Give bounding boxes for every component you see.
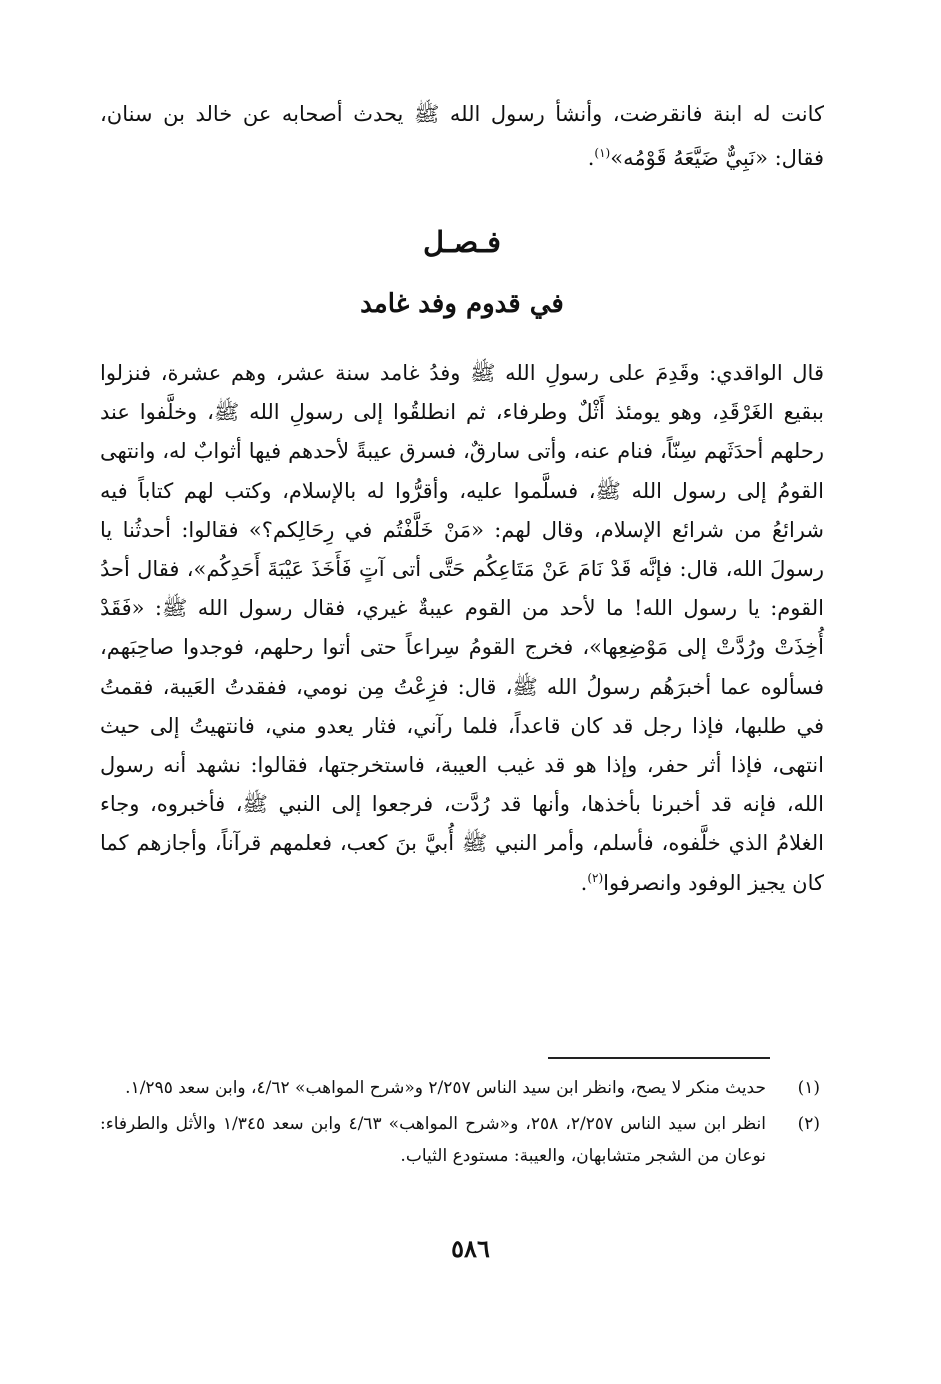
footnote-item xyxy=(100,1108,824,1172)
opening-end: . xyxy=(587,146,595,170)
body-end: . xyxy=(580,870,588,895)
footnote-text: انظر ابن سيد الناس ٢/٢٥٧، ٢٥٨، و«شرح المواهب» ٤/٦٣ وابن سعد ١/٣٤٥ والأثل والطرفاء: نوعان من الشجر متشابهان، والعيبة: مستودع الثياب. xyxy=(100,1114,766,1166)
footnote-ref-1[interactable]: (١) xyxy=(594,146,611,160)
footnote-text: حديث منكر لا يصح، وانظر ابن سيد الناس ٢/٢٥٧ و«شرح المواهب» ٤/٦٢، وابن سعد ١/٢٩٥. xyxy=(125,1078,766,1098)
main-paragraph-text xyxy=(100,354,824,903)
opening-text: كانت له ابنة فانقرضت، وأنشأ رسول الله ﷺ يحدث أصحابه عن خالد بن سنان، فقال: «نَبِيٌّ ضَيَّعَهُ قَوْمُه» xyxy=(100,102,824,170)
opening-paragraph xyxy=(100,92,824,180)
body-text: قال الواقدي: وقَدِمَ على رسولِ الله ﷺ وفدُ غامد سنة عشر، وهم عشرة، فنزلوا ببقيع الغَرْقَدِ، وهو يومئذ أَثْلٌ وطرفاء، ثم انطلقُوا إلى رسولِ الله ﷺ، وخلَّفوا عند رحلهم أحدَثَهم سِنّاً، فنام عنه، وأتى سارقٌ، فسرق عيبةً لأحدهم فيها أثوابٌ له، وانتهى القومُ إلى رسول الله ﷺ، فسلَّموا عليه، وأقرُّوا له بالإسلام، وكتب لهم كتاباً فيه شرائعُ من شرائع الإسلام، وقال لهم: «مَنْ خَلَّفْتُم في رِحَالِكم؟» فقالوا: أحدثُنا يا رسولَ الله، قال: فإنَّه قَدْ نَامَ عَنْ مَتَاعِكُم حَتَّى أتى آتٍ فَأَخَذَ عَيْبَةَ أَحَدِكُم»، فقال أحدُ القوم: يا رسول الله! ما لأحد من القوم عيبةٌ غيري، فقال رسول الله ﷺ: «فَقَدْ أُخِذَتْ ورُدَّتْ إلى مَوْضِعِها»، فخرج القومُ سِراعاً حتى أتوا رحلهم، فوجدوا صاحِبَهم، فسألوه عما أخبرَهُم رسولُ الله ﷺ، قال: فزِعْتُ مِن نومي، ففقدتُ العَيبة، فقمتُ في طلبها، فإذا رجل قد كان قاعداً، فلما رآني، فثار يعدو مني، فانتهيتُ إلى حيث انتهى، فإذا أثر حفر، وإذا هو قد غيب العيبة، فاستخرجتها، فقالوا: نشهد أنه رسول الله، فإنه قد أخبرنا بأخذها، وأنها قد رُدَّت، فرجعوا إلى النبي ﷺ، فأخبروه، وجاء الغلامُ الذي خلَّفوه، فأسلم، وأمر النبي ﷺ أُبيَّ بنَ كعب، فعلمهم قرآناً، وأجازهم كما كان يجيز الوفود وانصرفوا xyxy=(100,361,824,895)
page-number: ٥٨٦ xyxy=(451,1234,490,1263)
footnote-number: (١) xyxy=(797,1078,820,1098)
footnote-number: (٢) xyxy=(797,1114,820,1134)
footnote-divider xyxy=(548,1057,770,1059)
footnote-ref-2[interactable]: (٢) xyxy=(587,870,604,885)
main-paragraph xyxy=(100,354,824,903)
section-subtitle: في قدوم وفد غامد xyxy=(360,289,564,319)
footnote-item xyxy=(100,1072,824,1104)
footnotes xyxy=(100,1072,824,1176)
section-heading: فـصـل xyxy=(423,225,501,259)
